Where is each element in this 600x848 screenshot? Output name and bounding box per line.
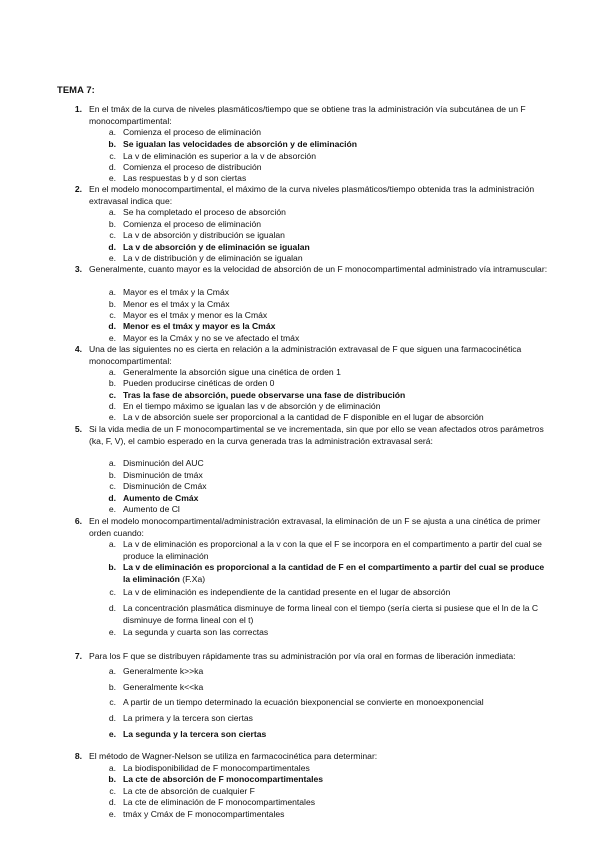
question-text: En el tmáx de la curva de niveles plasmáticos/tiempo que se obtiene tras la administración vía subcutánea de un F monocompartimental: [89, 104, 526, 126]
option-text: Pueden producirse cinéticas de orden 0 [123, 378, 275, 388]
option-letter: c. [109, 310, 116, 320]
option-letter: d. [108, 493, 116, 503]
question-text: En el modelo monocompartimental/administración extravasal, la eliminación de un F se ajusta a una cinética de primer orden cuando: [89, 516, 541, 538]
option-text [123, 562, 553, 585]
option-letter: b. [108, 378, 116, 388]
option-letter: c. [109, 786, 116, 796]
question-number: 5. [74, 424, 82, 434]
option-text: Aumento de Cl [123, 504, 180, 514]
option-text: Disminución de tmáx [123, 470, 203, 480]
option-letter: c. [109, 481, 116, 491]
option-text: Se igualan las velocidades de absorción y de eliminación [123, 139, 358, 149]
option-letter: b. [108, 774, 116, 784]
option-text: La v de distribución y de eliminación se igualan [123, 253, 303, 263]
option-letter: a. [108, 763, 116, 773]
option-text: La primera y la tercera son ciertas [123, 713, 253, 723]
option-text: Comienza el proceso de eliminación [123, 219, 262, 229]
option-text: Las respuestas b y d son ciertas [123, 173, 247, 183]
option-letter: e. [108, 627, 116, 637]
option-text: Generalmente k<<ka [123, 682, 204, 692]
option-text: La cte de absorción de F monocompartimentales [123, 774, 324, 784]
option-text: Comienza el proceso de distribución [123, 162, 262, 172]
question-text: Si la vida media de un F monocompartimental se ve incrementada, sin que por ello se vean afectados otros parámetros (ka, F, V), el cambio esperado en la curva generada tras la administración extravasal será: [89, 424, 544, 446]
option-text: A partir de un tiempo determinado la ecuación biexponencial se convierte en monoexponencial [123, 697, 484, 707]
option-letter: e. [108, 333, 116, 343]
option-text: Tras la fase de absorción, puede observarse una fase de distribución [123, 390, 406, 400]
option-text: La v de absorción y distribución se igualan [123, 230, 285, 240]
option-letter: e. [108, 504, 116, 514]
option-text: La segunda y cuarta son las correctas [123, 627, 269, 637]
option-letter: d. [108, 321, 116, 331]
option-letter: b. [108, 470, 116, 480]
option-text: La v de absorción suele ser proporcional a la cantidad de F disponible en el lugar de absorción [123, 412, 484, 422]
option-text: Generalmente k>>ka [123, 666, 204, 676]
option-letter: a. [108, 458, 116, 468]
option-letter: a. [108, 367, 116, 377]
option-letter: a. [108, 666, 116, 676]
option-letter: b. [108, 682, 116, 692]
option-letter: e. [108, 253, 116, 263]
option-letter: d. [108, 242, 116, 252]
option-text: Menor es el tmáx y mayor es la Cmáx [123, 321, 276, 331]
option-text: Disminución del AUC [123, 458, 204, 468]
question-text: Para los F que se distribuyen rápidamente tras su administración por vía oral en formas de liberación inmediata: [89, 651, 516, 661]
option-letter: a. [108, 539, 116, 549]
option-text: La v de eliminación es independiente de la cantidad presente en el lugar de absorción [123, 587, 451, 597]
option-text-main: La v de eliminación es proporcional a la cantidad de F en el compartimento a partir del cual se produce la eliminación [123, 562, 545, 584]
option-text: La concentración plasmática disminuye de forma lineal con el tiempo (sería cierta si pusiese que el ln de la C disminuye de forma lineal con el t) [123, 603, 539, 625]
question-number: 7. [74, 651, 82, 661]
option-letter: e. [108, 412, 116, 422]
option-text: Generalmente la absorción sigue una cinética de orden 1 [123, 367, 341, 377]
option-letter: d. [108, 162, 116, 172]
option-letter: c. [109, 230, 116, 240]
question-number: 1. [74, 104, 82, 114]
question-number: 8. [74, 751, 82, 761]
question-number: 4. [74, 344, 82, 354]
option-text: Disminución de Cmáx [123, 481, 207, 491]
option-text: Comienza el proceso de eliminación [123, 127, 262, 137]
question-text: El método de Wagner-Nelson se utiliza en farmacocinética para determinar: [89, 751, 378, 761]
option-letter: a. [108, 207, 116, 217]
option-text: La cte de eliminación de F monocompartimentales [123, 797, 316, 807]
option-text: La cte de absorción de cualquier F [123, 786, 255, 796]
option-text: La v de eliminación es proporcional a la v con la que el F se incorpora en el compartimento a partir del cual se produce la eliminación [123, 539, 542, 561]
option-letter: c. [109, 151, 116, 161]
option-text: En el tiempo máximo se igualan las v de absorción y de eliminación [123, 401, 381, 411]
option-letter: b. [108, 562, 116, 572]
option-letter: a. [108, 287, 116, 297]
option-letter: d. [108, 797, 116, 807]
option-letter: a. [108, 127, 116, 137]
option-text-note: (F.Xa) [179, 573, 206, 584]
option-text: Se ha completado el proceso de absorción [123, 207, 286, 217]
option-text: La v de absorción y de eliminación se igualan [123, 242, 310, 252]
question-text: Generalmente, cuanto mayor es la velocidad de absorción de un F monocompartimental administrado vía intramuscular: [89, 264, 548, 274]
question-number: 2. [74, 184, 82, 194]
option-text: Mayor es la Cmáx y no se ve afectado el tmáx [123, 333, 300, 343]
option-letter: d. [108, 401, 116, 411]
option-letter: c. [109, 587, 116, 597]
option-letter: c. [109, 697, 116, 707]
option-text: Menor es el tmáx y la Cmáx [123, 299, 230, 309]
option-letter: c. [108, 390, 116, 400]
option-text: tmáx y Cmáx de F monocompartimentales [123, 809, 285, 819]
question-number: 6. [74, 516, 82, 526]
option-text: La v de eliminación es superior a la v de absorción [123, 151, 316, 161]
question-number: 3. [74, 264, 82, 274]
option-text: Mayor es el tmáx y menor es la Cmáx [123, 310, 268, 320]
option-letter: b. [108, 299, 116, 309]
option-letter: b. [108, 219, 116, 229]
option-letter: b. [108, 139, 116, 149]
section-title: TEMA 7: [57, 84, 95, 95]
option-letter: e. [108, 729, 116, 739]
option-letter: e. [108, 809, 116, 819]
question-text: En el modelo monocompartimental, el máximo de la curva niveles plasmáticos/tiempo obtenida tras la administración extravasal indica que: [89, 184, 535, 206]
option-letter: d. [108, 603, 116, 613]
option-letter: d. [108, 713, 116, 723]
option-text: La biodisponibilidad de F monocompartimentales [123, 763, 310, 773]
option-letter: e. [108, 173, 116, 183]
option-text: Aumento de Cmáx [123, 493, 199, 503]
option-text: Mayor es el tmáx y la Cmáx [123, 287, 230, 297]
option-text: La segunda y la tercera son ciertas [123, 729, 267, 739]
question-text: Una de las siguientes no es cierta en relación a la administración extravasal de F que siguen una farmacocinética monocompartimental: [89, 344, 522, 366]
